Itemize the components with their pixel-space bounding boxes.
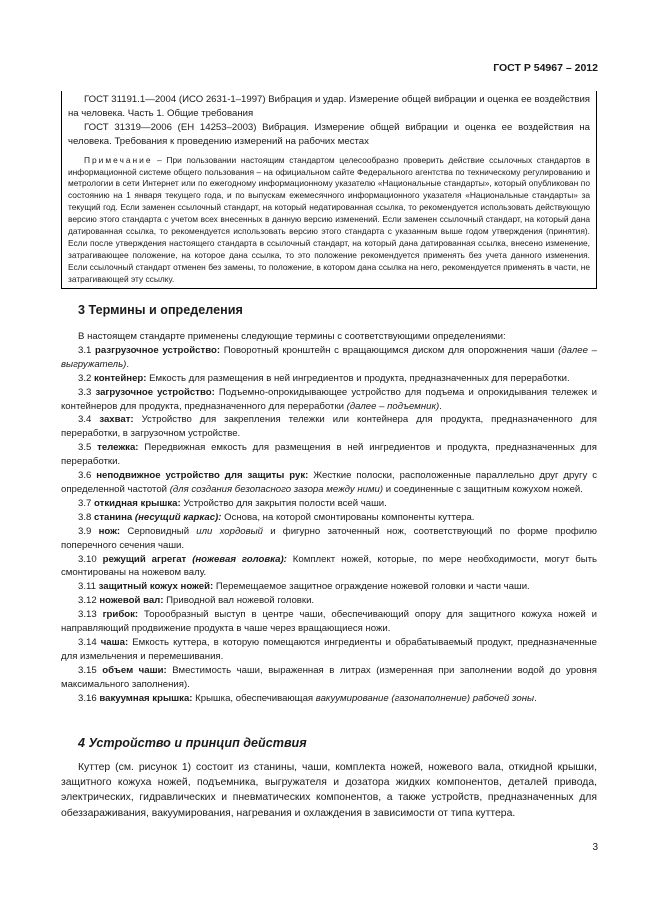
term-def-text: Емкость куттера, в которую помещаются ингредиенты и обрабатываемый продукт, предназначенные для измельчения и перемешивания. [61, 636, 597, 662]
reference-item: ГОСТ 31191.1—2004 (ИСО 2631-1–1997) Вибрация и удар. Измерение общей вибрации и оценка ее воздействия на человека. Часть 1. Общие требования [68, 94, 590, 119]
term-definition [61, 525, 597, 553]
term-def-italic: (далее – подъемник) [346, 400, 440, 412]
term-def-italic: или хордовый [196, 525, 263, 537]
term-def-text: Комплект ножей, которые, по мере необходимости, могут быть смонтированы на ножевом валу. [61, 553, 597, 579]
term-definition [61, 594, 597, 608]
term-definition [61, 372, 597, 386]
term-number: 3.15 [78, 664, 103, 676]
normative-references-box [61, 91, 597, 289]
term-def-text: Поворотный кронштейн с вращающимся диском для опорожнения чаши [220, 344, 559, 356]
section-4-title: 4 Устройство и принцип действия [78, 736, 307, 750]
term-number: 3.14 [78, 636, 101, 648]
term-name: тележка: [97, 442, 139, 454]
term-number: 3.5 [78, 442, 98, 454]
term-def-end: . [534, 692, 537, 704]
term-definition [61, 636, 597, 664]
term-def-text: Емкость для размещения в ней ингредиентов и продукта, предназначенных для переработки. [146, 372, 570, 384]
term-number: 3.3 [78, 386, 96, 398]
section-4-paragraph: Куттер (см. рисунок 1) состоит из станины, чаши, комплекта ножей, ножевого вала, откидной крышки, защитного кожуха ножей, подъемника, выгружателя и дозатора жидких компонентов, деталей привода, электрических, гидравлических и пневматических компонентов, а также устройств, предназначенных для обеззараживания, вакуумирования, нагревания и охлаждения в зависимости от типа куттера. [61, 762, 597, 819]
term-def-text: Вместимость чаши, выраженная в литрах (измеренная при заполнении водой до уровня максимального заполнения). [61, 664, 598, 690]
term-number: 3.10 [78, 553, 103, 565]
term-name: ножевой вал: [99, 595, 164, 607]
term-definition [61, 664, 597, 692]
term-number: 3.11 [78, 581, 99, 593]
term-def-text: Серповидный [120, 525, 197, 537]
term-name: загрузочное устройство: [95, 386, 215, 398]
term-def-end: . [439, 400, 442, 412]
section-3-title: 3 Термины и определения [78, 303, 243, 317]
term-definition [61, 511, 597, 525]
term-number: 3.7 [78, 497, 95, 509]
term-name: неподвижное устройство для защиты рук: [96, 470, 309, 482]
term-name: нож: [98, 525, 121, 537]
term-def-end: и фигурно заточенный нож, соответствующий по форме профилю поперечного сечения чаши. [61, 525, 597, 551]
term-name: разгрузочное устройство: [95, 344, 221, 356]
term-definition [61, 344, 597, 372]
term-number: 3.4 [78, 414, 100, 426]
term-def-text: Передвижная емкость для размещения в ней ингредиентов и продукта, предназначенных для переработки. [61, 442, 597, 468]
term-number: 3.12 [78, 595, 100, 607]
term-number: 3.2 [78, 372, 95, 384]
term-def-text: Крышка, обеспечивающая [192, 692, 316, 704]
term-def-end: и соединенные с защитным кожухом ножей. [383, 483, 583, 495]
note-text: – При пользовании настоящим стандартом целесообразно проверить действие ссылочных стандартов в информационной системе общего пользования – на официальном сайте Федерального агентства по техническому регулированию и метрологии в сети Интернет или по ежегодному информационному указателю «Национальные стандарты», который опубликован по состоянию на 1 января текущего года, и по выпускам ежемесячного информационного указателя «Национальные стандарты» за текущий год. Если заменен ссылочный стандарт, на который недатированная ссылка, то рекомендуется использовать действующую версию этого стандарта с учетом всех внесенных в данную версию изменений. Если заменен ссылочный стандарт, на который дана датированная ссылка, то рекомендуется использовать версию этого стандарта с указанным выше годом утверждения (принятия). Если после утверждения настоящего стандарта в ссылочный стандарт, на который дана датированная ссылка, внесено изменение, затрагивающее положение, на которое дана ссылка, то это положение рекомендуется применять без учета данного изменения. Если ссылочный стандарт отменен без замены, то положение, в котором дана ссылка на него, рекомендуется применять в части, не затрагивающей эту ссылку. [68, 154, 590, 284]
term-definition [61, 692, 597, 706]
terms-list [61, 344, 597, 706]
term-def-text: Торообразный выступ в центре чаши, обеспечивающий опору для защитного кожуха ножей и направляющий продвижение продукта в чаше через вращающиеся ножи. [61, 609, 597, 635]
reference-item: ГОСТ 31319—2006 (ЕН 14253–2003) Вибрация. Измерение общей вибрации и оценка ее воздействия на человека. Требования к проведению измерений на рабочих местах [68, 121, 590, 147]
term-def-italic: вакуумирование (газонаполнение) рабочей зоны [315, 692, 535, 704]
term-def-text: Приводной вал ножевой головки. [163, 595, 315, 607]
term-definition [61, 413, 597, 441]
term-definition [61, 553, 597, 581]
section-3-body [61, 330, 597, 705]
term-def-text: Перемещаемое защитное ограждение ножевой головки и части чаши. [213, 581, 530, 593]
section-3-intro: В настоящем стандарте применены следующие термины с соответствующими определениями: [78, 331, 506, 342]
term-number: 3.6 [78, 470, 97, 482]
term-def-italic: (для создания безопасного зазора между ними) [169, 483, 384, 495]
term-def-text: Подъемно-опрокидывающее устройство для подъема и опрокидывания тележек и контейнеров для продукта, предназначенного для переработки [61, 386, 597, 412]
term-definition [61, 469, 597, 497]
term-name: откидная крышка: [94, 497, 181, 509]
note-paragraph [68, 155, 590, 286]
term-number: 3.16 [78, 692, 100, 704]
term-def-text: Основа, на которой смонтированы компоненты куттера. [221, 511, 475, 523]
term-name: захват: [99, 414, 134, 426]
term-def-end: . [126, 358, 129, 370]
term-number: 3.9 [78, 525, 99, 537]
term-definition [61, 608, 597, 636]
page-number: 3 [592, 842, 598, 853]
term-name: контейнер: [94, 372, 147, 384]
term-definition [61, 497, 597, 511]
term-def-text: Устройство для закрепления тележки или контейнера для продукта, предназначенного для переработки, в загрузочном устройстве. [61, 414, 597, 440]
term-name: грибок: [102, 609, 139, 621]
term-name-italic: (ножевая головка): [192, 553, 287, 565]
term-number: 3.1 [78, 344, 96, 356]
section-4-body [61, 760, 597, 821]
term-name-italic: (несущий каркас): [134, 511, 222, 523]
term-name: станина [94, 511, 135, 523]
term-name: вакуумная крышка: [99, 692, 193, 704]
term-name: режущий агрегат [102, 553, 193, 565]
term-def-italic: (далее – выгружатель) [61, 344, 597, 370]
term-definition [61, 386, 597, 414]
note-label: Примечание [84, 154, 153, 165]
term-name: объем чаши: [102, 664, 167, 676]
term-def-text: Устройство для закрытия полости всей чаши. [180, 497, 387, 509]
doc-header-code: ГОСТ Р 54967 – 2012 [493, 62, 598, 74]
term-number: 3.8 [78, 511, 95, 523]
term-definition [61, 441, 597, 469]
term-name: защитный кожух ножей: [98, 581, 214, 593]
term-definition [61, 580, 597, 594]
term-number: 3.13 [78, 609, 103, 621]
term-name: чаша: [100, 636, 129, 648]
term-def-text: Жесткие полоски, расположенные параллельно друг другу с определенной частотой [61, 470, 598, 495]
